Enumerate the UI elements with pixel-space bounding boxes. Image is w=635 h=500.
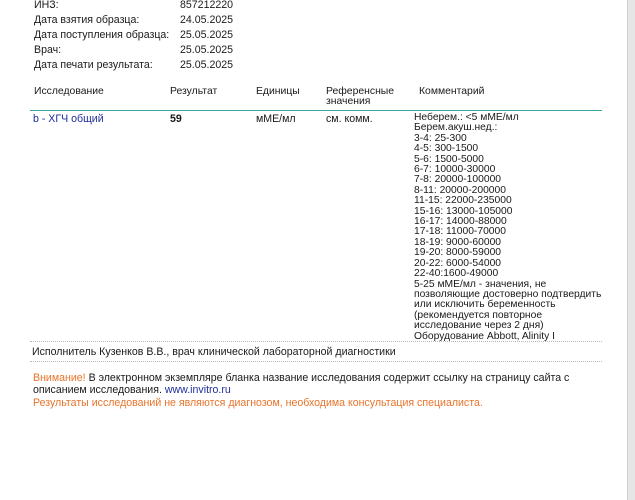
print-date-label: Дата печати результата: bbox=[34, 59, 153, 71]
comment-line: Берем.акуш.нед.: bbox=[414, 122, 498, 134]
comment-line: 19-20: 8000-59000 bbox=[414, 247, 502, 259]
sample-taken-label: Дата взятия образца: bbox=[34, 14, 140, 26]
comment-line: 18-19: 9000-60000 bbox=[414, 236, 502, 248]
comment-line: 15-16: 13000-105000 bbox=[414, 205, 513, 217]
print-date-value: 25.05.2025 bbox=[180, 59, 234, 71]
comment-line: 5-25 мМЕ/мл - значения, не bbox=[414, 278, 547, 290]
column-header-comment: Комментарий bbox=[419, 86, 485, 97]
inz-value: 857212220 bbox=[180, 0, 234, 11]
warning-text: В электронном экземпляре бланка название исследования содержит ссылку на страницу сайта с описанием исследования. bbox=[33, 372, 570, 397]
comment-line: или исключить беременность bbox=[414, 299, 556, 311]
comment-line: 7-8: 20000-100000 bbox=[414, 174, 502, 186]
sample-taken-value: 24.05.2025 bbox=[180, 14, 234, 26]
comment-line: (рекомендуется повторное bbox=[414, 309, 543, 321]
comment-line: 20-22: 6000-54000 bbox=[414, 257, 502, 269]
doctor-value: 25.05.2025 bbox=[180, 44, 234, 56]
doctor-label: Врач: bbox=[34, 44, 62, 56]
inz-label: ИНЗ: bbox=[34, 0, 59, 11]
comment-line: позволяющие достоверно подтвердить bbox=[414, 288, 602, 300]
column-header-result: Результат bbox=[170, 86, 218, 97]
result-value: 59 bbox=[170, 113, 182, 125]
executor-divider bbox=[30, 361, 602, 362]
disclaimer-text: Результаты исследований не являются диагнозом, необходима консультация специалиста. bbox=[33, 396, 483, 409]
notice-block bbox=[33, 372, 608, 409]
column-header-test: Исследование bbox=[34, 86, 104, 97]
sample-received-value: 25.05.2025 bbox=[180, 29, 234, 41]
comment-line: 3-4: 25-300 bbox=[414, 132, 467, 144]
column-header-units: Единицы bbox=[256, 86, 300, 97]
comment-line: 11-15: 22000-235000 bbox=[414, 195, 512, 207]
result-reference: см. комм. bbox=[326, 113, 373, 125]
sample-received-label: Дата поступления образца: bbox=[34, 29, 170, 41]
comment-line: 8-11: 20000-200000 bbox=[414, 184, 506, 196]
comment-line: Неберем.: <5 мМЕ/мл bbox=[414, 112, 519, 123]
test-name-link[interactable]: b - ХГЧ общий bbox=[33, 113, 104, 125]
comment-line: Оборудование Abbott, Alinity I bbox=[414, 330, 556, 342]
comment-line: 22-40:1600-49000 bbox=[414, 268, 499, 280]
column-header-reference-line1: Референсные bbox=[326, 86, 395, 97]
notice-warning bbox=[33, 372, 608, 397]
comment-line: 4-5: 300-1500 bbox=[414, 143, 479, 155]
warning-label: Внимание! bbox=[33, 372, 86, 384]
row-divider bbox=[30, 341, 602, 342]
result-comment bbox=[414, 113, 606, 342]
comment-line: 6-7: 10000-30000 bbox=[414, 164, 496, 176]
result-units: мМЕ/мл bbox=[256, 113, 296, 125]
executor-line: Исполнитель Кузенков В.В., врач клинической лабораторной диагностики bbox=[32, 346, 396, 358]
comment-line: 16-17: 14000-88000 bbox=[414, 216, 507, 228]
comment-line: исследование через 2 дня) bbox=[414, 320, 544, 332]
site-link[interactable]: www.invitro.ru bbox=[164, 384, 231, 397]
header-divider bbox=[30, 110, 602, 111]
comment-line: 17-18: 11000-70000 bbox=[414, 226, 506, 238]
comment-line: 5-6: 1500-5000 bbox=[414, 153, 484, 165]
column-header-reference-line2: значения bbox=[326, 96, 371, 107]
page-edge bbox=[628, 0, 635, 500]
column-header-reference bbox=[326, 87, 394, 107]
